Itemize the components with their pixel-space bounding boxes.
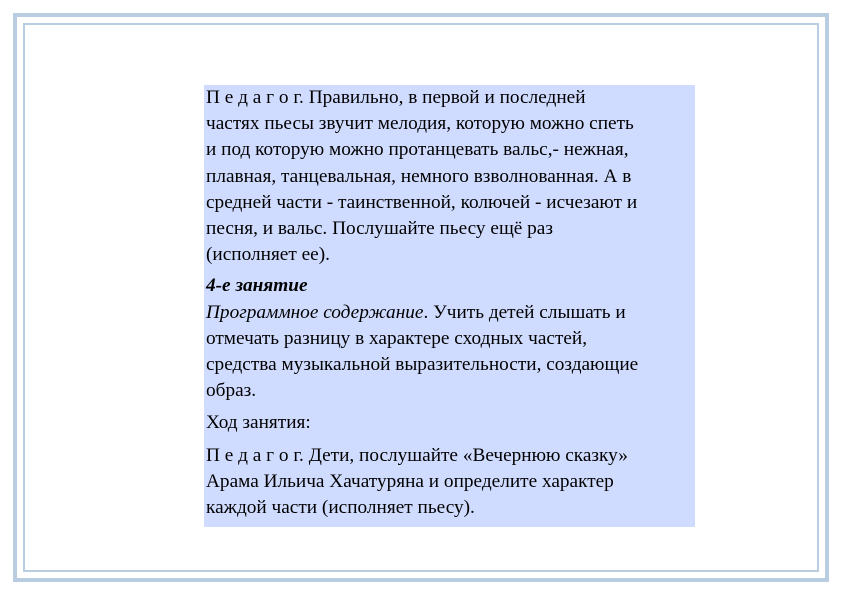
teacher-paragraph-2: П е д а г о г. Дети, послушайте «Вечернюю сказку» Арама Ильича Хачатуряна и определите характер каждой части (исполняет пьесу). [206, 444, 628, 519]
program-paragraph [206, 300, 695, 405]
lesson-heading: 4-е занятие [206, 275, 308, 297]
program-label: Программное содержание [206, 301, 424, 323]
lesson-course-label: Ход занятия: [206, 412, 311, 434]
text-block [204, 85, 695, 527]
program-text: . Учить детей слышать и отмечать разницу в характере сходных частей, средства музыкальной выразительности, создающие образ. [206, 301, 639, 402]
teacher-paragraph-1: П е д а г о г. Правильно, в первой и последней частях пьесы звучит мелодия, которую можно спеть и под которую можно протанцевать вальс,- нежная, плавная, танцевальная, немного взволнованная. А в средней части - таинственной, колючей - исчезают и песня, и вальс. Послушайте пьесу ещё раз (исполняет ее). [206, 87, 638, 266]
